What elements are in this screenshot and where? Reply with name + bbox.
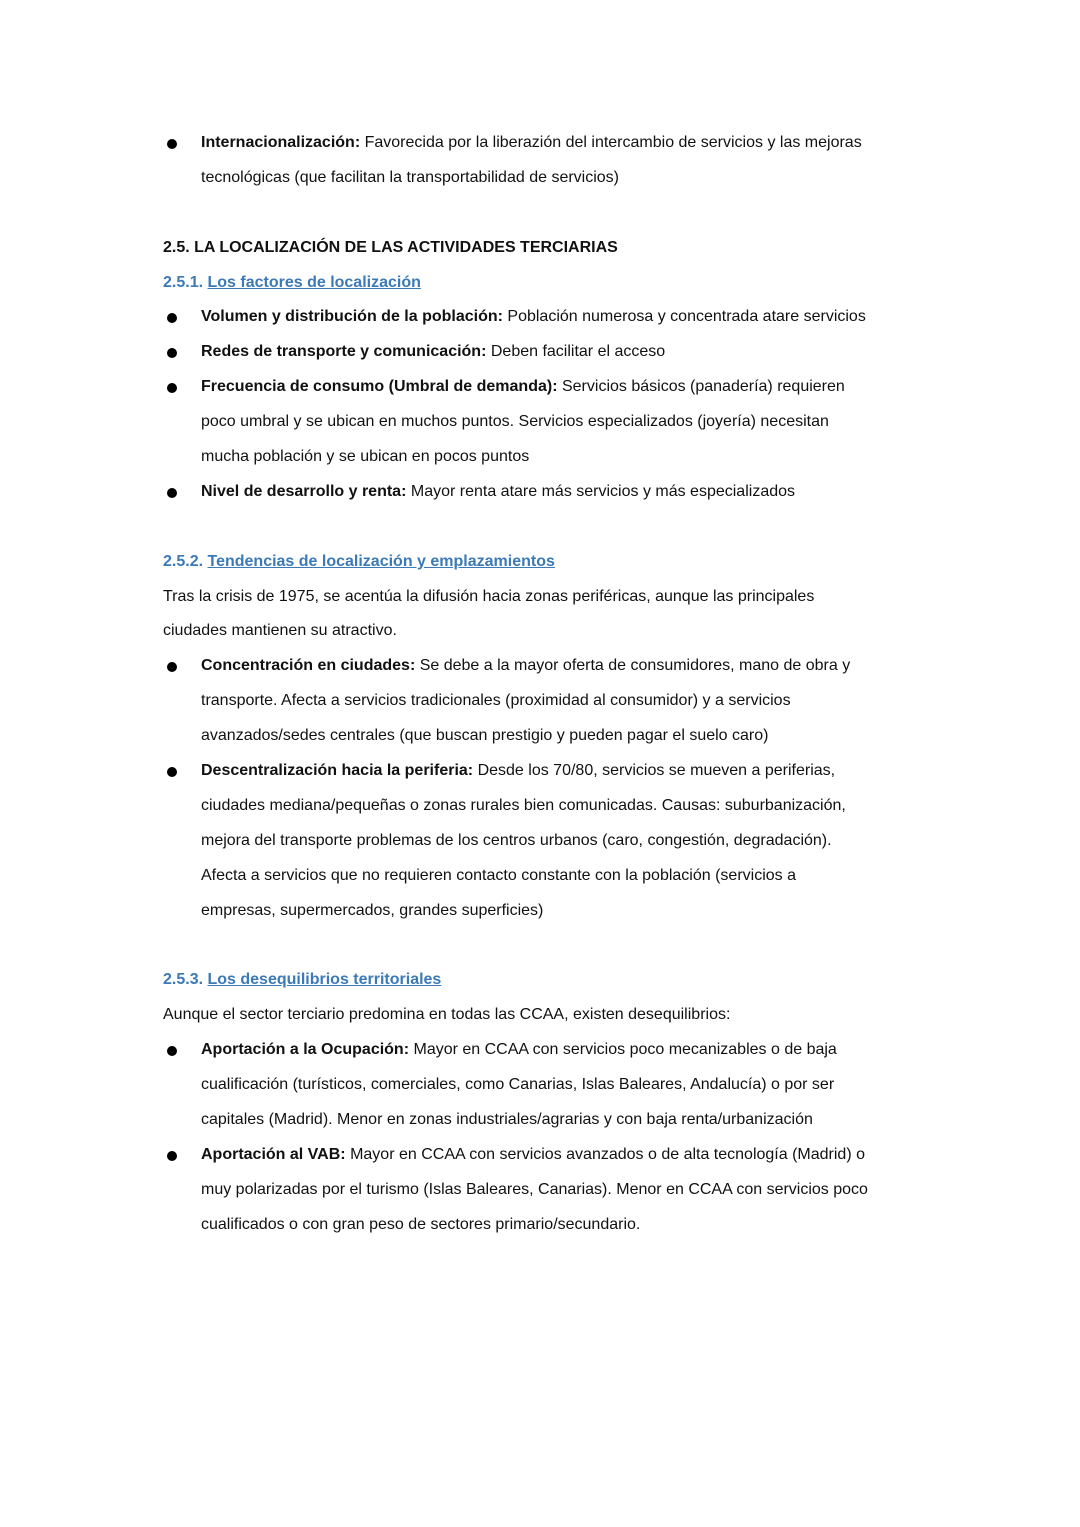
bullet-text: Mayor en CCAA con servicios avanzados o de alta tecnología (Madrid) o [350, 1145, 865, 1163]
bullet-line [201, 126, 943, 161]
bullet-line [201, 649, 943, 684]
bullet-line [201, 300, 943, 335]
bullet-text: Población numerosa y concentrada atare servicios [507, 308, 866, 326]
bullet-item [163, 475, 943, 510]
bullet-text: capitales (Madrid). Menor en zonas industriales/agrarias y con baja renta/urbanización [201, 1110, 813, 1128]
bullet-text: Deben facilitar el acceso [490, 343, 666, 361]
bullet-line [201, 1033, 943, 1068]
bullet-text: Afecta a servicios que no requieren contacto constante con la población (servicios a [201, 866, 797, 884]
bullet-text: empresas, supermercados, grandes superficies) [201, 901, 544, 919]
bullet-dot-icon [167, 767, 177, 777]
bullet-line [201, 335, 943, 370]
bullet-dot-icon [167, 139, 177, 149]
bullet-item [163, 300, 943, 335]
bullet-line [201, 370, 943, 405]
bullet-text: cualificación (turísticos, comerciales, como Canarias, Islas Baleares, Andalucía) o por ser [201, 1076, 835, 1094]
bullet-item [163, 649, 943, 754]
bullet-text: Mayor en CCAA con servicios poco mecanizables o de baja [413, 1041, 837, 1059]
paragraph-line: Tras la crisis de 1975, se acentúa la difusión hacia zonas periféricas, aunque las principales [163, 587, 815, 605]
bullet-line [201, 1208, 943, 1243]
subsection-heading [163, 963, 943, 998]
bullet-text: mejora del transporte problemas de los centros urbanos (caro, congestión, degradación). [201, 831, 832, 849]
bullet-text: Se debe a la mayor oferta de consumidores, mano de obra y [419, 657, 851, 675]
bullet-item [163, 754, 943, 928]
bullet-item [163, 370, 943, 475]
bullet-text: muy polarizadas por el turismo (Islas Baleares, Canarias). Menor en CCAA con servicios poco [201, 1180, 868, 1198]
document-body [163, 126, 943, 1243]
bullet-text: Servicios básicos (panadería) requieren [561, 378, 845, 396]
bullet-line [201, 1173, 943, 1208]
bullet-line [201, 161, 943, 196]
section-heading: 2.5. LA LOCALIZACIÓN DE LAS ACTIVIDADES TERCIARIAS [163, 238, 618, 256]
bullet-dot-icon [167, 313, 177, 323]
bullet-line [201, 859, 943, 894]
bullet-text: transporte. Afecta a servicios tradicionales (proximidad al consumidor) y a servicios [201, 692, 791, 710]
blank-line [163, 928, 943, 963]
subsection-link[interactable]: Los desequilibrios territoriales [207, 971, 442, 989]
bullet-line [201, 754, 943, 789]
bullet-label: Volumen y distribución de la población: [201, 308, 503, 326]
bullet-text: cualificados o con gran peso de sectores primario/secundario. [201, 1215, 641, 1233]
paragraph-line: ciudades mantienen su atractivo. [163, 622, 397, 640]
bullet-item [163, 1033, 943, 1138]
bullet-line [201, 719, 943, 754]
bullet-line [201, 684, 943, 719]
bullet-text: avanzados/sedes centrales (que buscan prestigio y pueden pagar el suelo caro) [201, 727, 769, 745]
bullet-label: Aportación a la Ocupación: [201, 1041, 410, 1059]
bullet-label: Internacionalización: [201, 134, 361, 151]
bullet-text: Mayor renta atare más servicios y más especializados [410, 482, 796, 500]
bullet-dot-icon [167, 383, 177, 393]
subsection-link[interactable]: Tendencias de localización y emplazamientos [207, 552, 555, 570]
bullet-line [201, 789, 943, 824]
bullet-item [163, 126, 943, 196]
bullet-line [201, 475, 943, 510]
bullet-label: Nivel de desarrollo y renta: [201, 482, 407, 500]
bullet-label: Concentración en ciudades: [201, 657, 416, 675]
bullet-label: Descentralización hacia la periferia: [201, 762, 474, 780]
subsection-number: 2.5.2. [163, 552, 204, 570]
bullet-text: mucha población y se ubican en pocos puntos [201, 448, 530, 466]
bullet-dot-icon [167, 1046, 177, 1056]
bullet-text: Favorecida por la liberazión del intercambio de servicios y las mejoras [364, 134, 862, 151]
bullet-text: tecnológicas (que facilitan la transportabilidad de servicios) [201, 168, 619, 186]
bullet-dot-icon [167, 662, 177, 672]
bullet-line [201, 824, 943, 859]
bullet-line [201, 440, 943, 475]
blank-line [163, 510, 943, 545]
bullet-item [163, 335, 943, 370]
bullet-item [163, 1138, 943, 1243]
bullet-dot-icon [167, 488, 177, 498]
bullet-line [201, 1068, 943, 1103]
bullet-label: Aportación al VAB: [201, 1145, 346, 1163]
subsection-number: 2.5.1. [163, 273, 204, 291]
subsection-number: 2.5.3. [163, 971, 204, 989]
bullet-label: Frecuencia de consumo (Umbral de demanda): [201, 378, 558, 396]
subsection-link[interactable]: Los factores de localización [207, 273, 421, 291]
paragraph-line: Aunque el sector terciario predomina en todas las CCAA, existen desequilibrios: [163, 1006, 731, 1024]
bullet-text: ciudades mediana/pequeñas o zonas rurales bien comunicadas. Causas: suburbanización, [201, 796, 846, 814]
bullet-line [201, 1138, 943, 1173]
bullet-line [201, 1103, 943, 1138]
bullet-text: poco umbral y se ubican en muchos puntos. Servicios especializados (joyería) necesitan [201, 413, 829, 431]
bullet-line [201, 405, 943, 440]
bullet-dot-icon [167, 1151, 177, 1161]
subsection-heading [163, 545, 943, 580]
bullet-text: Desde los 70/80, servicios se mueven a periferias, [477, 762, 836, 780]
bullet-label: Redes de transporte y comunicación: [201, 343, 487, 361]
bullet-line [201, 894, 943, 929]
bullet-dot-icon [167, 348, 177, 358]
blank-line [163, 196, 943, 231]
subsection-heading [163, 266, 943, 301]
